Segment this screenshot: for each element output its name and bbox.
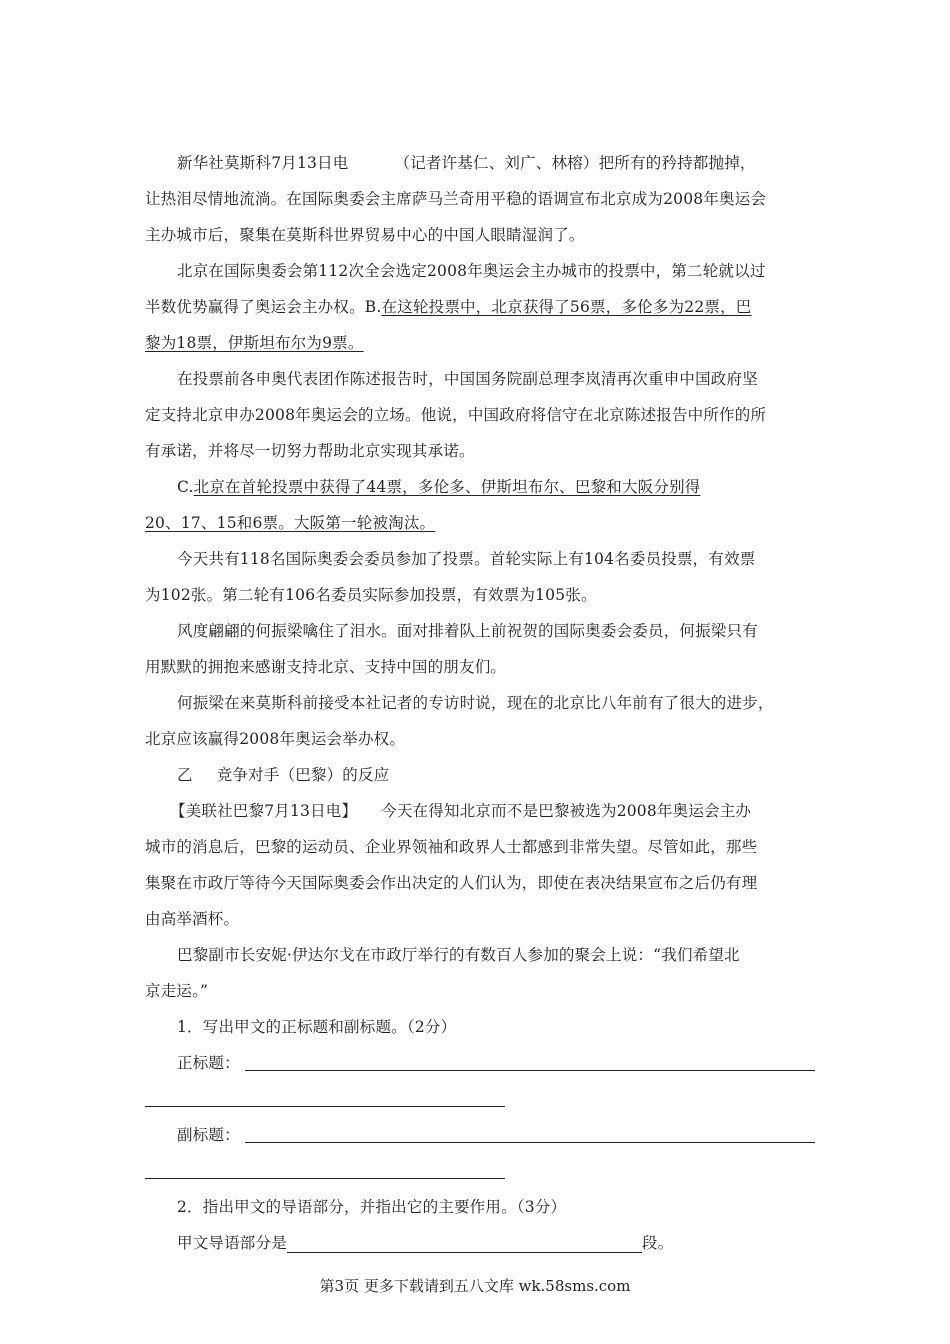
text: 半数优势赢得了奥运会主办权。B.: [145, 298, 382, 316]
paragraph-line: 在投票前各申奥代表团作陈述报告时，中国国务院副总理李岚清再次重申中国政府坚: [177, 370, 758, 388]
paragraph-line: [177, 477, 847, 497]
paragraph-line: [145, 333, 815, 353]
text: 甲文导语部分是: [177, 1234, 287, 1252]
paragraph-line: [145, 513, 815, 533]
question-1: 1．写出甲文的正标题和副标题。（2分）: [177, 1018, 457, 1036]
paragraph-line: 京走运。”: [145, 982, 209, 1000]
paragraph-line: 由高举酒杯。: [145, 910, 240, 928]
answer-blank[interactable]: [287, 1236, 642, 1253]
subtitle-label: 副标题：: [177, 1126, 240, 1144]
paragraph-line: 何振梁在来莫斯科前接受本社记者的专访时说，现在的北京比八年前有了很大的进步，: [177, 694, 774, 712]
paragraph-line: 让热泪尽情地流淌。在国际奥委会主席萨马兰奇用平稳的语调宣布北京成为2008年奥运会: [145, 190, 767, 208]
lead-answer-line: [177, 1233, 847, 1253]
paragraph-line: 今天共有118名国际奥委会委员参加了投票。首轮实际上有104名委员投票，有效票: [177, 550, 756, 568]
text: 乙: [177, 766, 193, 784]
paragraph-line: 北京在国际奥委会第112次全会选定2008年奥运会主办城市的投票中，第二轮就以过: [177, 262, 766, 280]
paragraph-line: 定支持北京申办2008年奥运会的立场。他说，中国政府将信守在北京陈述报告中所作的所: [145, 406, 767, 424]
text: 竞争对手（巴黎）的反应: [216, 766, 390, 784]
answer-line[interactable]: [145, 1106, 505, 1107]
text: （记者许基仁、刘广、林榕）把所有的矜持都抛掉，: [394, 154, 756, 172]
text: 段。: [641, 1234, 674, 1252]
main-title-label: 正标题：: [177, 1054, 240, 1072]
underlined-text: 北京在首轮投票中获得了44票，多伦多、伊斯坦布尔、巴黎和大阪分别得: [193, 478, 701, 496]
answer-line[interactable]: [245, 1070, 815, 1071]
paragraph-line: 有承诺，并将尽一切努力帮助北京实现其承诺。: [145, 442, 475, 460]
question-2: 2．指出甲文的导语部分，并指出它的主要作用。（3分）: [177, 1198, 567, 1216]
paragraph-line: 集聚在市政厅等待今天国际奥委会作出决定的人们认为，即使在表决结果宣布之后仍有理: [145, 874, 758, 892]
paragraph-line: 北京应该赢得2008年奥运会举办权。: [145, 730, 406, 748]
page-footer: 第3页 更多下载请到五八文库 wk.58sms.com: [319, 1277, 631, 1295]
underlined-text: 20、17、15和6票。大阪第一轮被淘汰。: [145, 514, 436, 532]
paragraph-line: 主办城市后，聚集在莫斯科世界贸易中心的中国人眼睛湿润了。: [145, 226, 585, 244]
paragraph-line: [145, 297, 815, 317]
paragraph-line: [177, 153, 847, 173]
text: C.: [177, 478, 194, 496]
text: 新华社莫斯科7月13日电: [177, 154, 349, 172]
paragraph-line: 城市的消息后，巴黎的运动员、企业界领袖和政界人士都感到非常失望。尽管如此，那些: [145, 838, 758, 856]
paragraph-line: [170, 801, 840, 821]
paragraph-line: 为102张。第二轮有106名委员实际参加投票，有效票为105张。: [145, 586, 597, 604]
underlined-text: 在这轮投票中，北京获得了56票，多伦多为22票，巴: [381, 298, 752, 316]
section-heading: [177, 765, 847, 785]
answer-line[interactable]: [245, 1142, 815, 1143]
paragraph-line: 用默默的拥抱来感谢支持北京、支持中国的朋友们。: [145, 658, 507, 676]
underlined-text: 黎为18票，伊斯坦布尔为9票。: [145, 334, 364, 352]
paragraph-line: 风度翩翩的何振梁噙住了泪水。面对排着队上前祝贺的国际奥委会委员，何振梁只有: [177, 622, 758, 640]
paragraph-line: 巴黎副市长安妮·伊达尔戈在市政厅举行的有数百人参加的聚会上说：“我们希望北: [177, 946, 740, 964]
text: 【美联社巴黎7月13日电】: [170, 802, 358, 820]
text: 今天在得知北京而不是巴黎被选为2008年奥运会主办: [381, 802, 752, 820]
answer-line[interactable]: [145, 1178, 505, 1179]
